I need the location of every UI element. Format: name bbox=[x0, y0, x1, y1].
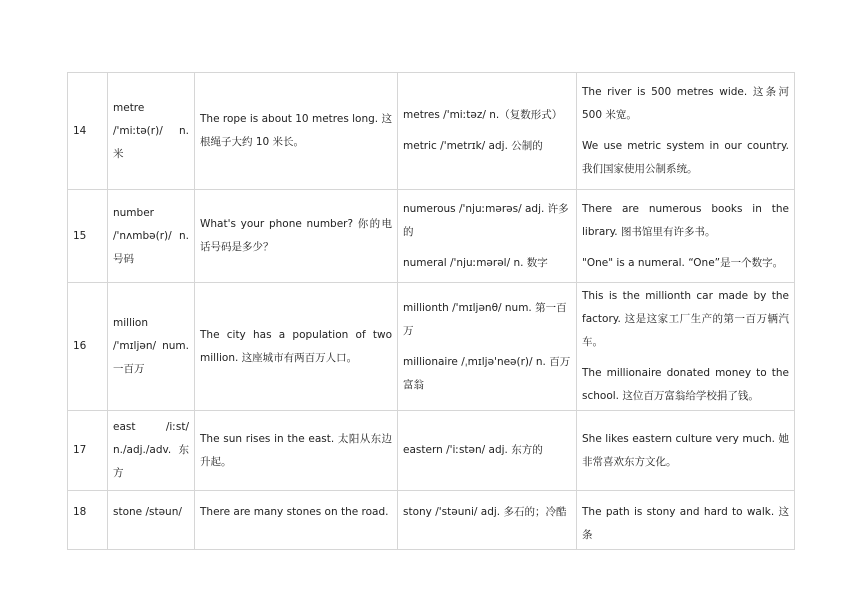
table-row bbox=[68, 411, 795, 491]
usage-example: We use metric system in our country. 我们国家使用公制系统。 bbox=[582, 140, 789, 175]
table-row bbox=[68, 190, 795, 283]
table-row bbox=[68, 283, 795, 411]
row-number: 18 bbox=[68, 491, 108, 550]
derivative-item: millionth /'mɪljənθ/ num. 第一百万 bbox=[403, 301, 567, 337]
derivatives-cell bbox=[398, 73, 577, 190]
derivative-item: metric /'metrɪk/ adj. 公制的 bbox=[403, 140, 543, 152]
example-sentence: The sun rises in the east. 太阳从东边升起。 bbox=[195, 411, 398, 491]
usage-examples-cell bbox=[577, 491, 795, 550]
usage-example: This is the millionth car made by the factory. 这是这家工厂生产的第一百万辆汽车。 bbox=[582, 290, 789, 348]
row-number: 16 bbox=[68, 283, 108, 411]
row-number: 17 bbox=[68, 411, 108, 491]
example-sentence: The rope is about 10 metres long. 这根绳子大约 10 米长。 bbox=[195, 73, 398, 190]
row-number: 15 bbox=[68, 190, 108, 283]
usage-example: The millionaire donated money to the school. 这位百万富翁给学校捐了钱。 bbox=[582, 367, 789, 402]
derivative-item: metres /'miːtəz/ n.（复数形式） bbox=[403, 109, 563, 121]
derivative-item: eastern /'iːstən/ adj. 东方的 bbox=[403, 444, 543, 456]
word-entry: number /'nʌmbə(r)/ n. 号码 bbox=[108, 190, 195, 283]
usage-example: There are numerous books in the library. 图书馆里有许多书。 bbox=[582, 202, 789, 238]
derivatives-cell bbox=[398, 283, 577, 411]
derivatives-cell bbox=[398, 411, 577, 491]
word-entry: million /'mɪljən/ num. 一百万 bbox=[108, 283, 195, 411]
word-entry: stone /stəun/ bbox=[108, 491, 195, 550]
derivatives-cell bbox=[398, 190, 577, 283]
derivatives-cell bbox=[398, 491, 577, 550]
vocabulary-table bbox=[67, 72, 795, 550]
usage-examples-cell bbox=[577, 190, 795, 283]
usage-example: The path is stony and hard to walk. 这条 bbox=[582, 506, 789, 541]
example-sentence: What's your phone number? 你的电话号码是多少？ bbox=[195, 190, 398, 283]
usage-example: The river is 500 metres wide. 这条河 500 米宽。 bbox=[582, 86, 789, 121]
derivative-item: numerous /'njuːmərəs/ adj. 许多的 bbox=[403, 202, 569, 238]
row-number: 14 bbox=[68, 73, 108, 190]
usage-examples-cell bbox=[577, 283, 795, 411]
usage-examples-cell bbox=[577, 411, 795, 491]
usage-examples-cell bbox=[577, 73, 795, 190]
derivative-item: millionaire /ˌmɪljə'neə(r)/ n. 百万富翁 bbox=[403, 355, 571, 391]
word-entry: east /iːst/ n./adj./adv. 东方 bbox=[108, 411, 195, 491]
usage-example: "One" is a numeral. “One”是一个数字。 bbox=[582, 256, 784, 269]
derivative-item: numeral /'njuːmərəl/ n. 数字 bbox=[403, 256, 548, 269]
table-row bbox=[68, 491, 795, 550]
usage-example: She likes eastern culture very much. 她非常喜欢东方文化。 bbox=[582, 432, 789, 468]
table-row bbox=[68, 73, 795, 190]
derivative-item: stony /'stəuni/ adj. 多石的；冷酷 bbox=[403, 506, 567, 518]
example-sentence: The city has a population of two million. 这座城市有两百万人口。 bbox=[195, 283, 398, 411]
example-sentence: There are many stones on the road. bbox=[195, 491, 398, 550]
word-entry: metre /'miːtə(r)/ n. 米 bbox=[108, 73, 195, 190]
